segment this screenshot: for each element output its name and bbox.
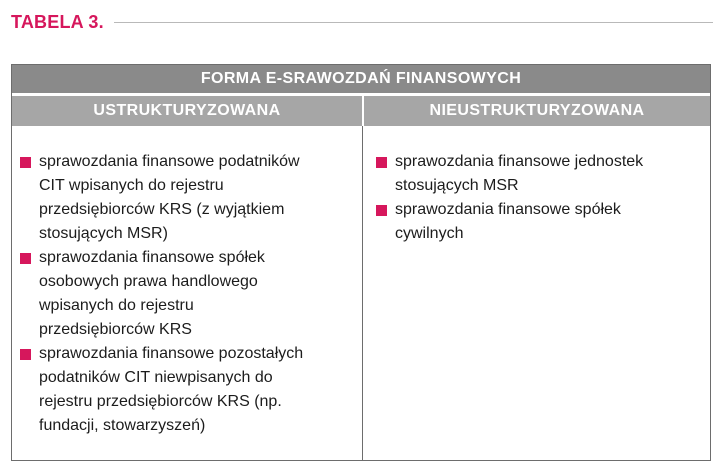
financial-statements-table [11,64,711,461]
list-item-line: fundacji, stowarzyszeń) [39,417,206,434]
list-item [19,246,357,342]
column-structured [19,126,357,438]
list-item-line: stosujących MSR) [39,225,168,242]
column-divider [362,126,363,460]
list-item-line: sprawozdania finansowe spółek [395,201,621,218]
list-item-line: CIT wpisanych do rejestru [39,177,224,194]
list-item-line: przedsiębiorców KRS [39,321,192,338]
list-item [19,150,357,246]
bullet-square-icon [20,253,31,264]
caption-label: TABELA 3. [11,11,104,32]
list-item-line: sprawozdania finansowe podatników [39,153,300,170]
list-item-line: sprawozdania finansowe pozostałych [39,345,304,362]
list-item [375,198,705,246]
column-unstructured [375,126,705,246]
list-item-line: wpisanych do rejestru [39,297,194,314]
list-item-line: stosujących MSR [395,177,519,194]
list-item-line: osobowych prawa handlowego [39,273,258,290]
list-item [19,342,357,438]
list-item-line: sprawozdania finansowe jednostek [395,153,644,170]
list-item [375,150,705,198]
column-header-unstructured: NIEUSTRUKTURYZOWANA [364,96,710,126]
table-title: FORMA E-SRAWOZDAŃ FINANSOWYCH [12,65,710,95]
list-item-line: przedsiębiorców KRS (z wyjątkiem [39,201,285,218]
list-item-line: sprawozdania finansowe spółek [39,249,265,266]
list-item-line: cywilnych [395,225,464,242]
bullet-square-icon [376,157,387,168]
list-item-line: podatników CIT niewpisanych do [39,369,273,386]
column-header-structured: USTRUKTURYZOWANA [12,96,362,126]
bullet-square-icon [376,205,387,216]
table-caption [11,12,713,32]
list-item-line: rejestru przedsiębiorców KRS (np. [39,393,282,410]
bullet-square-icon [20,157,31,168]
caption-rule [114,22,713,23]
bullet-square-icon [20,349,31,360]
